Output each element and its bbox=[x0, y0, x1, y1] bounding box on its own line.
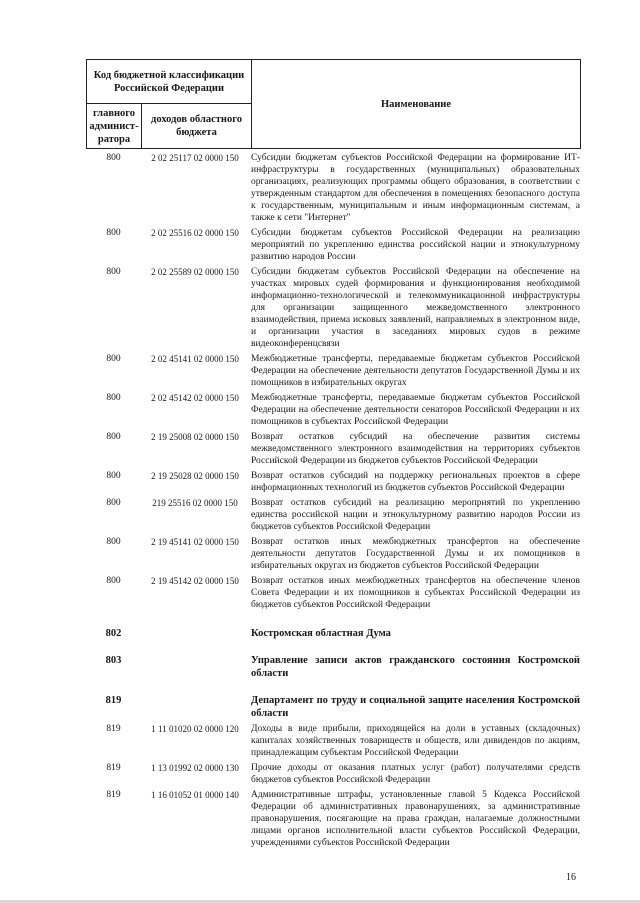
department-row bbox=[86, 627, 580, 640]
table-row bbox=[86, 723, 580, 759]
income-code-cell: 2 02 45141 02 0000 150 bbox=[151, 354, 239, 364]
name-cell: Возврат остатков субсидий на поддержку региональных проектов в сфере информационных технологий из бюджетов субъектов Российской Федерации bbox=[251, 471, 580, 493]
table-body bbox=[86, 152, 580, 849]
table-row bbox=[86, 431, 580, 467]
income-code-cell: 2 19 25008 02 0000 150 bbox=[151, 432, 239, 442]
table-row bbox=[86, 575, 580, 611]
name-cell: Костромская областная Дума bbox=[251, 628, 391, 639]
admin-code-cell: 819 bbox=[105, 695, 122, 706]
header-admin-column: главного админист-ратора bbox=[87, 104, 142, 149]
name-cell: Субсидии бюджетам субъектов Российской Федерации на обеспечение на участках мировых судей формирования и функционирования необходимой информационно-технологической и телекоммуникационной инфраструктуры для организации защищенного межведомственного электронного взаимодействия, приема исковых заявлений, направляемых в электронном виде, и организации участия в заседаниях мировых судов в режиме видеоконференцсвязи bbox=[251, 267, 580, 349]
income-code-cell: 1 16 01052 01 0000 140 bbox=[151, 790, 239, 800]
income-code-cell: 1 11 01020 02 0000 120 bbox=[151, 724, 239, 734]
table-row bbox=[86, 392, 580, 428]
name-cell: Возврат остатков субсидий на обеспечение развития системы межведомственного электронного взаимодействия на территориях субъектов Российской Федерации из бюджетов субъектов Российской Федерации bbox=[251, 432, 580, 466]
admin-code-cell: 800 bbox=[106, 354, 121, 364]
table-row bbox=[86, 762, 580, 786]
income-code-cell: 2 19 45142 02 0000 150 bbox=[151, 576, 239, 586]
admin-code-cell: 800 bbox=[106, 393, 121, 403]
table-row bbox=[86, 470, 580, 494]
income-code-cell: 2 02 25117 02 0000 150 bbox=[151, 153, 239, 163]
table-row bbox=[86, 789, 580, 849]
table-row bbox=[86, 266, 580, 350]
name-cell: Управление записи актов гражданского состояния Костромской области bbox=[251, 655, 580, 679]
header-income-column: доходов областного бюджета bbox=[142, 104, 252, 149]
income-code-cell: 2 19 25028 02 0000 150 bbox=[151, 471, 239, 481]
name-cell: Субсидии бюджетам субъектов Российской Федерации на формирование ИТ-инфраструктуры в государственных (муниципальных) образовательных организациях, реализующих программы общего образования, в соответствии с утвержденным стандартом для обеспечения в помещениях безопасного доступа к государственным, муниципальным и иным информационным системам, а также к сети "Интернет" bbox=[251, 153, 580, 223]
name-cell: Возврат остатков иных межбюджетных трансфертов на обеспечение членов Совета Федерации и их помощников в субъектах Российской Федерации из бюджетов субъектов Российской Федерации bbox=[251, 576, 580, 610]
table-header bbox=[86, 59, 581, 149]
name-cell: Межбюджетные трансферты, передаваемые бюджетам субъектов Российской Федерации на обеспечение деятельности депутатов Государственной Думы и их помощников в избирательных округах bbox=[251, 354, 580, 388]
admin-code-cell: 800 bbox=[106, 471, 121, 481]
name-cell: Административные штрафы, установленные главой 5 Кодекса Российской Федерации об административных правонарушениях, за административные правонарушения, посягающие на права граждан, налагаемые должностными лицами органов исполнительной власти субъектов Российской Федерации, учреждениями субъектов Российской Федерации bbox=[251, 790, 580, 848]
admin-code-cell: 800 bbox=[106, 537, 121, 547]
header-name-column: Наименование bbox=[252, 60, 581, 149]
table-row bbox=[86, 227, 580, 263]
income-code-cell: 219 25516 02 0000 150 bbox=[152, 498, 238, 508]
admin-code-cell: 819 bbox=[106, 763, 121, 773]
income-code-cell: 2 19 45141 02 0000 150 bbox=[151, 537, 239, 547]
name-cell: Прочие доходы от оказания платных услуг (работ) получателями средств бюджетов субъектов Российской Федерации bbox=[251, 763, 580, 785]
admin-code-cell: 819 bbox=[106, 724, 121, 734]
name-cell: Возврат остатков субсидий на реализацию мероприятий по укреплению единства российской нации и этнокультурному развитию народов России из бюджетов субъектов Российской Федерации bbox=[251, 498, 580, 532]
income-code-cell: 2 02 25589 02 0000 150 bbox=[151, 267, 239, 277]
admin-code-cell: 800 bbox=[106, 153, 121, 163]
name-cell: Межбюджетные трансферты, передаваемые бюджетам субъектов Российской Федерации на обеспечение деятельности сенаторов Российской Федерации и их помощников в субъектах Российской Федерации bbox=[251, 393, 580, 427]
table-row bbox=[86, 497, 580, 533]
admin-code-cell: 800 bbox=[106, 432, 121, 442]
table-row bbox=[86, 353, 580, 389]
department-row bbox=[86, 654, 580, 680]
name-cell: Департамент по труду и социальной защите населения Костромской области bbox=[251, 695, 580, 719]
income-code-cell: 2 02 25516 02 0000 150 bbox=[151, 228, 239, 238]
income-code-cell: 2 02 45142 02 0000 150 bbox=[151, 393, 239, 403]
income-code-cell: 1 13 01992 02 0000 130 bbox=[151, 763, 239, 773]
admin-code-cell: 800 bbox=[106, 498, 121, 508]
header-budget-code-group: Код бюджетной классификации Российской Федерации bbox=[87, 60, 252, 104]
admin-code-cell: 819 bbox=[106, 790, 121, 800]
admin-code-cell: 800 bbox=[106, 228, 121, 238]
page-number: 16 bbox=[566, 872, 576, 883]
admin-code-cell: 800 bbox=[106, 576, 121, 586]
admin-code-cell: 802 bbox=[105, 628, 122, 639]
name-cell: Субсидии бюджетам субъектов Российской Федерации на реализацию мероприятий по укреплению единства российской нации и этнокультурному развитию народов России bbox=[251, 228, 580, 262]
department-row bbox=[86, 694, 580, 720]
table-row bbox=[86, 152, 580, 224]
admin-code-cell: 800 bbox=[106, 267, 121, 277]
name-cell: Доходы в виде прибыли, приходящейся на доли в уставных (складочных) капиталах хозяйственных товариществ и обществ, или дивидендов по акциям, принадлежащим субъектам Российской Федерации bbox=[251, 724, 580, 758]
table-row bbox=[86, 536, 580, 572]
admin-code-cell: 803 bbox=[105, 655, 122, 666]
name-cell: Возврат остатков иных межбюджетных трансфертов на обеспечение деятельности депутатов Государственной Думы и их помощников в избирательных округах из бюджетов субъектов Российской Федерации bbox=[251, 537, 580, 571]
